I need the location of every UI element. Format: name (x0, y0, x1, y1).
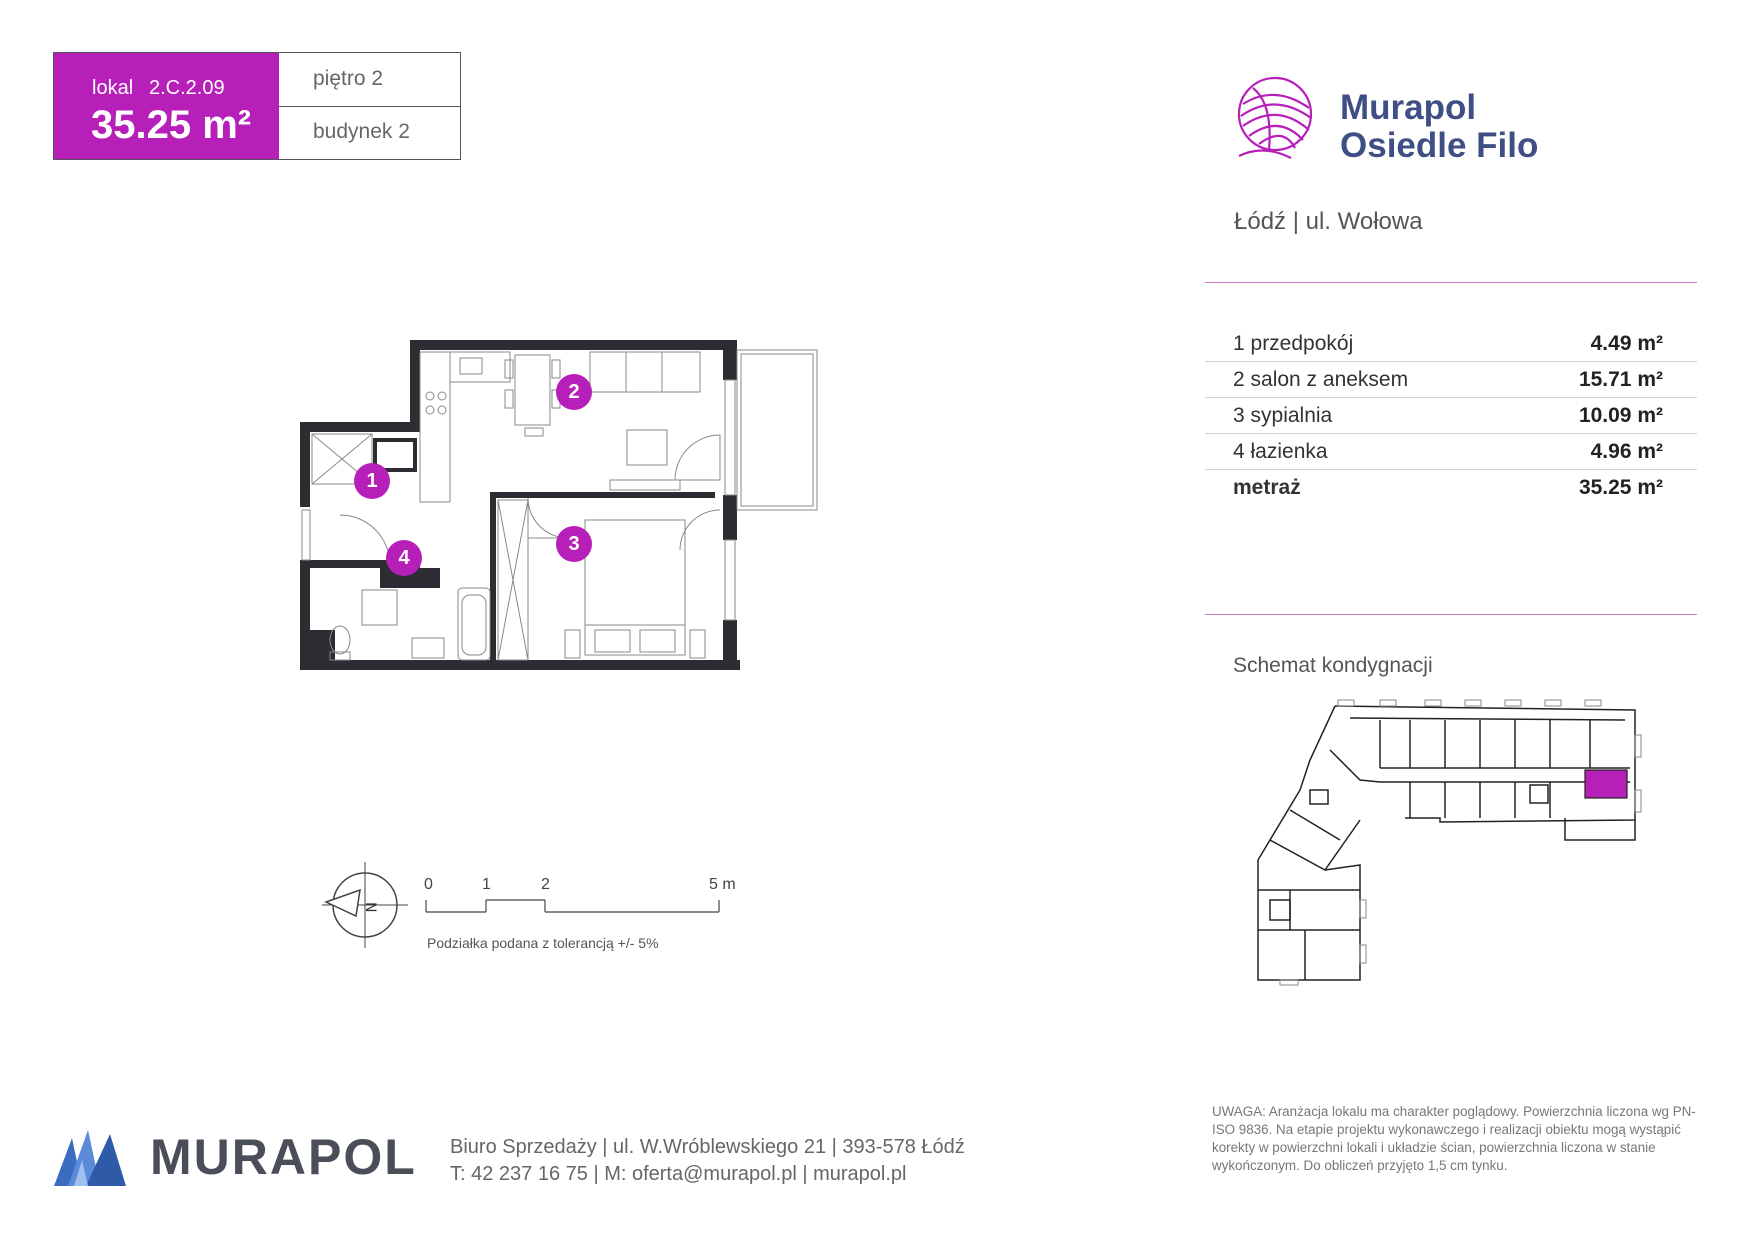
location-text: Łódź | ul. Wołowa (1234, 208, 1423, 235)
floor-schema-title: Schemat kondygnacji (1233, 654, 1433, 677)
room-name: 3 sypialnia (1233, 404, 1333, 427)
unit-summary (54, 53, 279, 159)
scale-bar (424, 876, 744, 916)
brand-logo (1180, 40, 1640, 200)
room-badge-4: 4 (386, 540, 422, 576)
unit-details (279, 53, 460, 159)
compass-north-label: N (362, 902, 378, 913)
table-row (1205, 434, 1697, 470)
scale-label: 5 m (709, 876, 736, 893)
unit-floor-row (279, 53, 460, 107)
unit-code: 2.C.2.09 (149, 77, 225, 99)
highlighted-unit (1585, 770, 1627, 798)
total-label: metraż (1233, 476, 1301, 499)
divider (1205, 614, 1697, 615)
murapol-logo-icon (54, 1130, 128, 1186)
sales-office-address: Biuro Sprzedaży | ul. W.Wróblewskiego 21 | 393-578 Łódź (450, 1136, 965, 1158)
unit-area: 35.25 m² (91, 103, 252, 147)
table-row (1205, 398, 1697, 434)
unit-building-row (279, 106, 460, 159)
unit-building: budynek 2 (313, 120, 410, 143)
unit-label: lokal (92, 77, 134, 99)
scale-note: Podziałka podana z tolerancją +/- 5% (427, 935, 659, 951)
room-area: 15.71 m² (1578, 368, 1663, 391)
scale-label: 2 (541, 876, 550, 893)
contact-info: T: 42 237 16 75 | M: oferta@murapol.pl | murapol.pl (450, 1163, 907, 1185)
room-name: 1 przedpokój (1233, 332, 1354, 355)
table-row (1205, 326, 1697, 362)
total-row (1205, 470, 1697, 505)
floor-schema-diagram (1230, 690, 1650, 990)
disclaimer-text: UWAGA: Aranżacja lokalu ma charakter poglądowy. Powierzchnia liczona wg PN-ISO 9836. Na etapie projektu wykonawczego i realizacji obiektu mogą wystąpić korekty w powierzchni lokali i układzie ścian, powierzchnia liczona w stanie wykończonym. Do obliczeń przyjęto 1,5 cm tynku. (1212, 1104, 1696, 1173)
room-area: 4.96 m² (1590, 440, 1663, 463)
brand-name: Murapol (1340, 88, 1477, 127)
room-badge-3: 3 (556, 526, 592, 562)
project-name: Osiedle Filo (1340, 126, 1539, 165)
footer-brand: MURAPOL (150, 1129, 417, 1185)
total-area: 35.25 m² (1578, 476, 1663, 499)
room-area: 4.49 m² (1590, 332, 1663, 355)
scale-label: 0 (424, 876, 433, 893)
scale-ruler (424, 896, 724, 916)
unit-info-box (53, 52, 461, 160)
yarn-ball-logo-icon (1233, 74, 1317, 162)
apartment-floor-plan (300, 340, 820, 705)
room-area: 10.09 m² (1578, 404, 1663, 427)
divider (1205, 282, 1697, 283)
room-badge-1: 1 (354, 463, 390, 499)
room-name: 4 łazienka (1233, 440, 1328, 463)
unit-floor: piętro 2 (313, 67, 384, 90)
room-name: 2 salon z aneksem (1233, 368, 1409, 391)
compass-icon (320, 860, 410, 950)
room-badge-2: 2 (556, 374, 592, 410)
table-row (1205, 362, 1697, 398)
scale-label: 1 (482, 876, 491, 893)
